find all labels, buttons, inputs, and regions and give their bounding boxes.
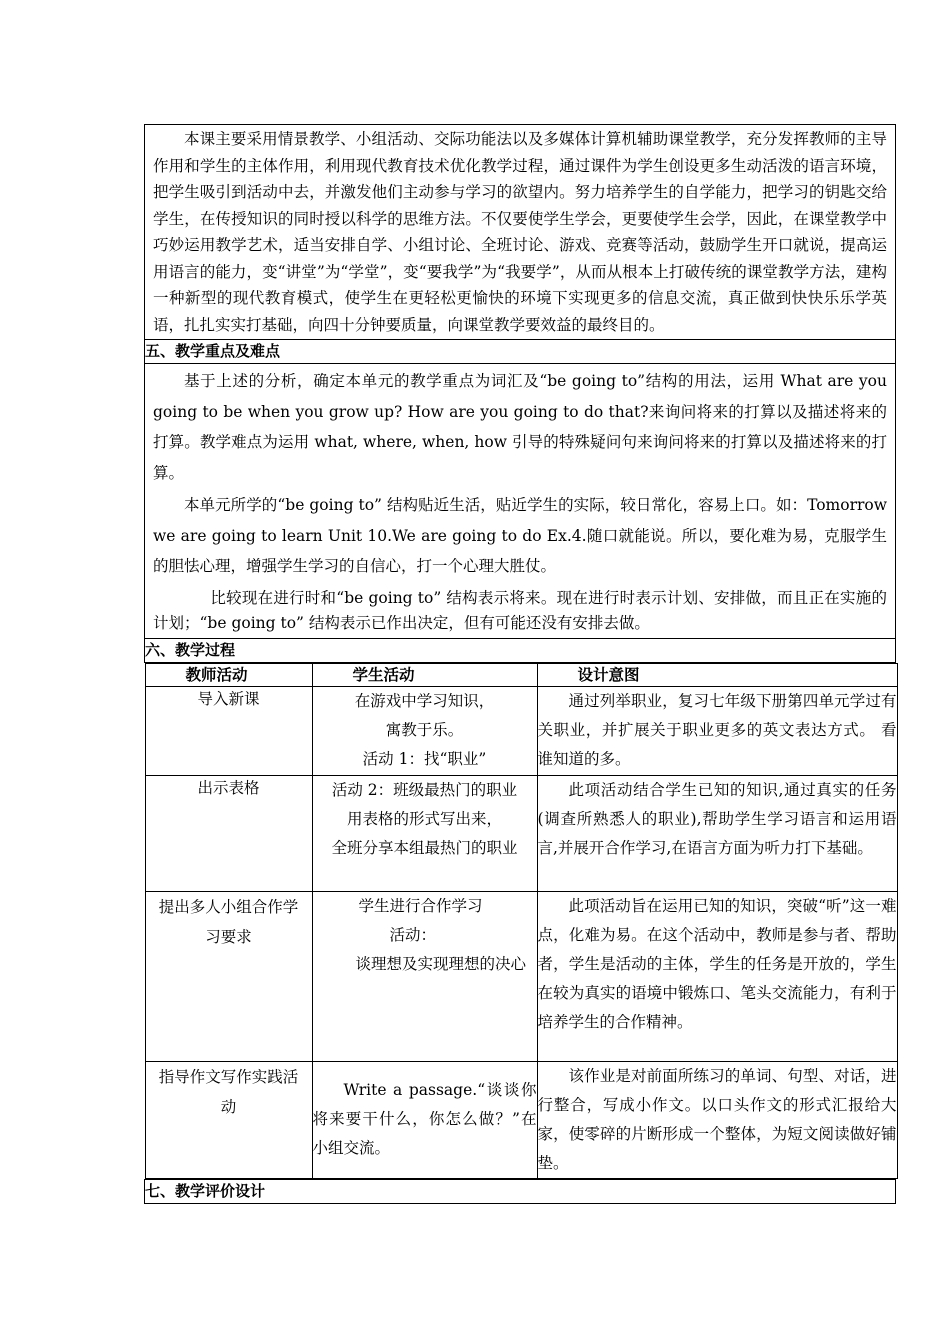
section-5-title: 五、教学重点及难点 <box>145 340 896 364</box>
table-row-3-intent: 此项活动旨在运用已知的知识，突破“听”这一难点，化难为易。在这个活动中，教师是参与者、帮助者，学生是活动的主体，学生的任务是开放的，学生在较为真实的语境中锻炼口、笔头交流能力，有利于培养学生的合作精神。 <box>537 896 897 1031</box>
student-line: 活动 1：找“职业” <box>362 749 487 768</box>
section-6-title: 六、教学过程 <box>145 638 896 662</box>
intro-cell <box>145 125 896 340</box>
student-line: 谈理想及实现理想的决心 <box>355 954 527 973</box>
header-intent: 设计意图 <box>537 663 897 686</box>
header-teacher: 教师活动 <box>145 663 312 686</box>
student-line: 在游戏中学习知识， <box>354 691 495 710</box>
table-row-4-teacher: 指导作文写作实践活动 <box>145 1061 312 1178</box>
section-5-paragraph-3: 比较现在进行时和“be going to” 结构表示将来。现在进行时表示计划、安排做，而且正在实施的计划；“be going to” 结构表示已作出决定，但有可能还没有安排去做。 <box>153 588 887 632</box>
student-line: 全班分享本组最热门的职业 <box>331 838 518 857</box>
table-row-1-student <box>312 686 537 775</box>
intro-paragraph: 本课主要采用情景教学、小组活动、交际功能法以及多媒体计算机辅助课堂教学，充分发挥教师的主导作用和学生的主体作用，利用现代教育技术优化教学过程，通过课件为学生创设更多生动活泼的语言环境，把学生吸引到活动中去，并激发他们主动参与学习的欲望内。努力培养学生的自学能力，把学习的钥匙交给学生，在传授知识的同时授以科学的思维方法。不仅要使学生学会，更要使学生会学，因此，在课堂教学中巧妙运用教学艺术，适当安排自学、小组讨论、全班讨论、游戏、竞赛等活动，鼓励学生开口就说，提高运用语言的能力，变“讲堂”为“学堂”，变“要我学”为“我要学”，从而从根本上打破传统的课堂教学方法，建构一种新型的现代教育模式，使学生在更轻松更愉快的环境下实现更多的信息交流，真正做到快快乐乐学英语，扎扎实实打基础，向四十分钟要质量，向课堂教学要效益的最终目的。 <box>153 130 887 334</box>
table-row-1-intent: 通过列举职业，复习七年级下册第四单元学过有关职业，并扩展关于职业更多的英文表达方式。 看谁知道的多。 <box>537 691 897 768</box>
table-row-4-student: Write a passage.“谈谈你将来要干什么，你怎么做？”在小组交流。 <box>312 1081 537 1157</box>
table-row-3-student <box>312 891 537 1061</box>
section-5-paragraph-2: 本单元所学的“be going to” 结构贴近生活，贴近学生的实际，较日常化，容易上口。如：Tomorrow we are going to learn Unit 10.We are going to do Ex.4.随口就能说。所以，要化难为易，克服学生的胆怯心理，增强学生学习的自信心，打一个心理大胜仗。 <box>153 496 887 575</box>
student-line: 活动： <box>389 925 437 944</box>
teaching-process-table <box>145 663 898 1179</box>
header-student: 学生活动 <box>312 663 537 686</box>
table-row-3-teacher: 提出多人小组合作学习要求 <box>145 891 312 1061</box>
section-5-paragraph-1: 基于上述的分析，确定本单元的教学重点为词汇及“be going to”结构的用法，运用 What are you going to be when you grow up? How are you going to do that?来询问将来的打算以及描述将来的打算。教学难点为运用 what, where, when, how 引导的特殊疑问句来询问将来的打算以及描述将来的打算。 <box>153 372 887 482</box>
student-line: 学生进行合作学习 <box>358 896 483 915</box>
table-row-2-teacher: 出示表格 <box>145 775 312 891</box>
table-row-2-intent: 此项活动结合学生已知的知识,通过真实的任务(调查所熟悉人的职业),帮助学生学习语言和运用语言,并展开合作学习,在语言方面为听力打下基础。 <box>537 780 897 857</box>
table-row-1-teacher: 导入新课 <box>145 686 312 775</box>
table-row-4-intent: 该作业是对前面所练习的单词、句型、对话，进行整合，写成小作文。以口头作文的形式汇报给大家，使零碎的片断形成一个整体，为短文阅读做好铺垫。 <box>537 1066 897 1172</box>
lesson-plan-document <box>144 124 896 1204</box>
section-7-title: 七、教学评价设计 <box>145 1179 896 1203</box>
student-line: 寓教于乐。 <box>385 720 464 739</box>
student-line: 活动 2：班级最热门的职业 <box>331 780 518 799</box>
student-line: 用表格的形式写出来， <box>346 809 502 828</box>
table-row-2-student <box>312 775 537 891</box>
lesson-plan-table <box>144 124 896 1204</box>
section-5-content <box>145 364 896 639</box>
